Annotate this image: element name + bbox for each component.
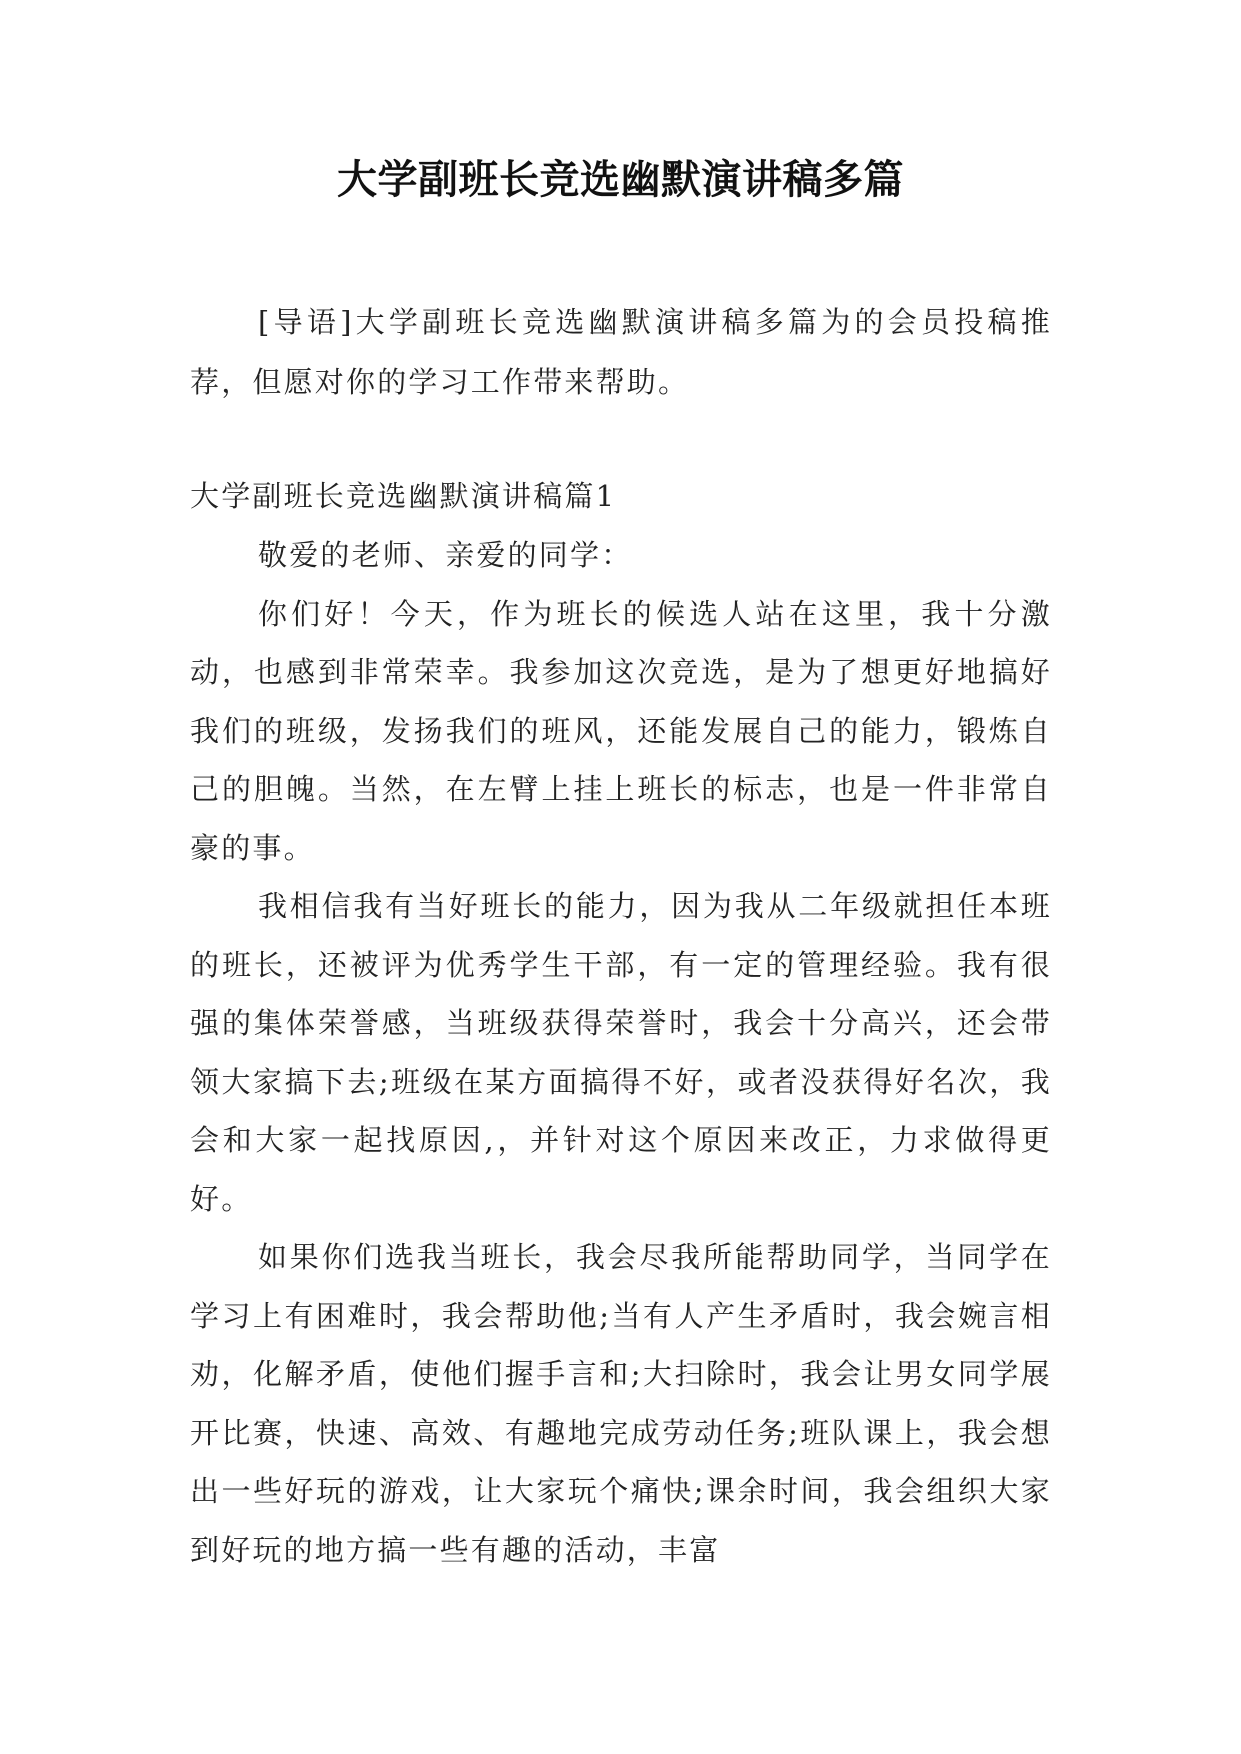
- intro-block: [190, 292, 1052, 412]
- page-title: 大学副班长竞选幽默演讲稿多篇: [337, 157, 904, 203]
- section-heading: 大学副班长竞选幽默演讲稿篇1: [190, 479, 617, 513]
- body-paragraph: 你们好！今天，作为班长的候选人站在这里，我十分激动，也感到非常荣幸。我参加这次竞选，是为了想更好地搞好我们的班级，发扬我们的班风，还能发展自己的能力，锻炼自己的胆魄。当然，在左臂上挂上班长的标志，也是一件非常自豪的事。: [190, 596, 1052, 865]
- salutation-paragraph: 敬爱的老师、亲爱的同学：: [258, 538, 633, 572]
- body-paragraph: 我相信我有当好班长的能力，因为我从二年级就担任本班的班长，还被评为优秀学生干部，有一定的管理经验。我有很强的集体荣誉感，当班级获得荣誉时，我会十分高兴，还会带领大家搞下去;班级在某方面搞得不好，或者没获得好名次，我会和大家一起找原因,，并针对这个原因来改正，力求做得更好。: [190, 889, 1052, 1216]
- speech-body: [190, 526, 1052, 1579]
- body-paragraph: 如果你们选我当班长，我会尽我所能帮助同学，当同学在学习上有困难时，我会帮助他;当有人产生矛盾时，我会婉言相劝，化解矛盾，使他们握手言和;大扫除时，我会让男女同学展开比赛，快速、高效、有趣地完成劳动任务;班队课上，我会想出一些好玩的游戏，让大家玩个痛快;课余时间，我会组织大家到好玩的地方搞一些有趣的活动，丰富: [190, 1240, 1052, 1567]
- intro-paragraph: [导语]大学副班长竞选幽默演讲稿多篇为的会员投稿推荐，但愿对你的学习工作带来帮助。: [190, 305, 1052, 399]
